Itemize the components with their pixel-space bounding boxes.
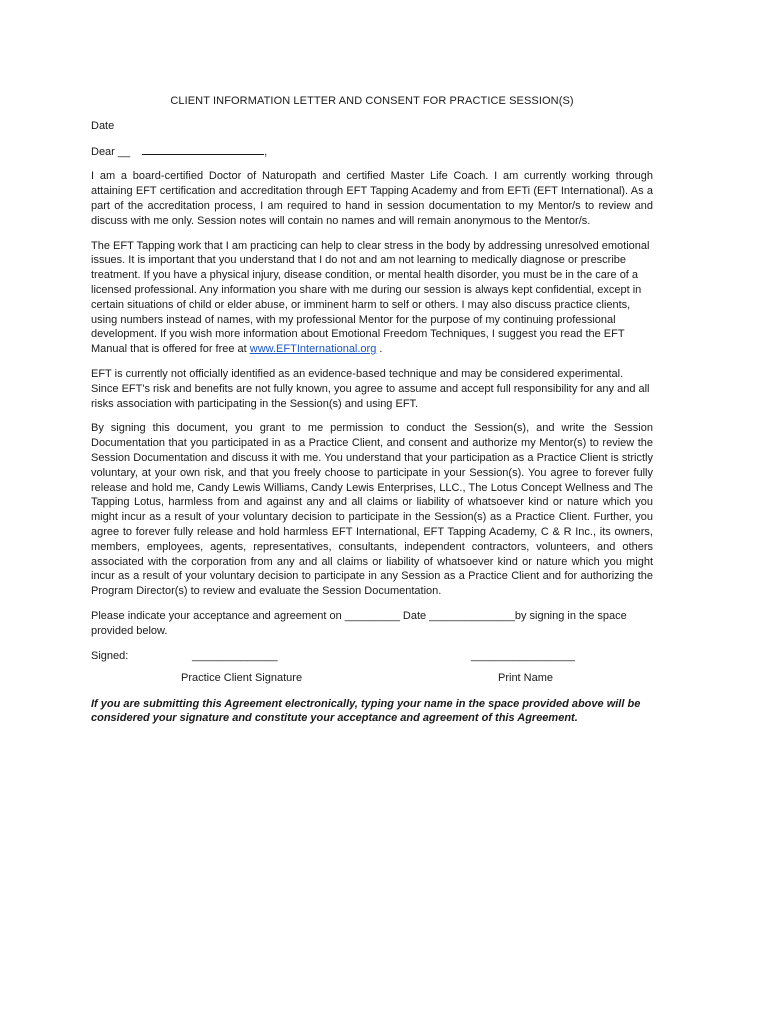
signed-label: Signed: — [91, 649, 129, 662]
paragraph-intro: I am a board-certified Doctor of Naturopath and certified Master Life Coach. I am currently working through attaining EFT certification and accreditation through EFT Tapping Academy and from EFTi (EFT International). As a part of the accreditation process, I am required to hand in session documentation to my Mentor/s to review and discuss with me only. Session notes will contain no names and will remain anonymous to the Mentor/s. — [91, 170, 653, 227]
print-name-label: Print Name — [498, 671, 554, 684]
date-label: Date — [91, 119, 115, 132]
electronic-submission-notice: If you are submitting this Agreement electronically, typing your name in the space provided above will be considered your signature and constitute your acceptance and agreement of this Agreement. — [91, 697, 641, 725]
signature-labels-row — [91, 671, 653, 693]
paragraph-consent: By signing this document, you grant to me permission to conduct the Session(s), and write the Session Documentation that you participated in as a Practice Client, and consent and authorize my Mentor(s) to review the Session Documentation and discuss it with me. You understand that your participation as a Practice Client is strictly voluntary, at your own risk, and that you freely choose to participate in your Session(s). You agree to forever fully release and hold me, Candy Lewis Williams, Candy Lewis Enterprises, LLC., The Lotus Concept Wellness and The Tapping Lotus, harmless from and against any and all claims or liability of whatsoever kind or nature which you might incur as a result of your voluntary decision to participate in the Session(s) as a Practice Client. Further, you agree to forever fully release and hold harmless EFT International, EFT Tapping Academy, C & R Inc., its owners, members, employees, agents, representatives, consultants, independent contractors, volunteers, and others associated with the corporation from any and all claims or liability of whatsoever kind or nature which you might incur as a result of your voluntary decision to participate in any Session as a Practice Client and for authorizing the Program Director(s) to review and evaluate the Session Documentation. — [91, 422, 653, 598]
paragraph-acceptance: Please indicate your acceptance and agreement on _________ Date ______________by signing in the space provided below. — [91, 609, 627, 637]
paragraph-eft-work-text: The EFT Tapping work that I am practicing can help to clear stress in the body by addressing unresolved emotional issues. It is important that you understand that I do not and am not learning to medically diagnose or prescribe treatment. If you have a physical injury, disease condition, or mental health disorder, you must be in the care of a licensed professional. Any information you share with me during our session is always kept confidential, except in certain situations of child or elder abuse, or imminent harm to self or others. I may also discuss practice clients, using numbers instead of names, with my professional Mentor for the purpose of my continuing professional development. If you wish more information about Emotional Freedom Techniques, I suggest you read the EFT Manual that is offered for free at — [91, 239, 650, 356]
print-name-blank: _________________ — [471, 649, 576, 662]
document-title: CLIENT INFORMATION LETTER AND CONSENT FOR PRACTICE SESSION(S) — [170, 95, 574, 107]
document-page — [91, 94, 653, 736]
dear-suffix: , — [264, 145, 268, 158]
eft-international-link[interactable]: www.EFTInternational.org — [249, 343, 377, 356]
dear-prefix: Dear __ — [91, 145, 131, 158]
signature-blank: ______________ — [192, 649, 278, 662]
signature-label: Practice Client Signature — [181, 671, 303, 684]
paragraph-eft-work — [91, 239, 653, 357]
paragraph-eft-work-end: . — [376, 343, 383, 356]
dear-name-line — [142, 144, 264, 155]
signature-row — [91, 649, 653, 671]
salutation — [91, 144, 653, 160]
paragraph-risk: EFT is currently not officially identified as an evidence-based technique and may be considered experimental. Since EFT's risk and benefits are not fully known, you agree to assume and accept full responsibility for any and all risks association with participating in the Session(s) and using EFT. — [91, 367, 650, 410]
